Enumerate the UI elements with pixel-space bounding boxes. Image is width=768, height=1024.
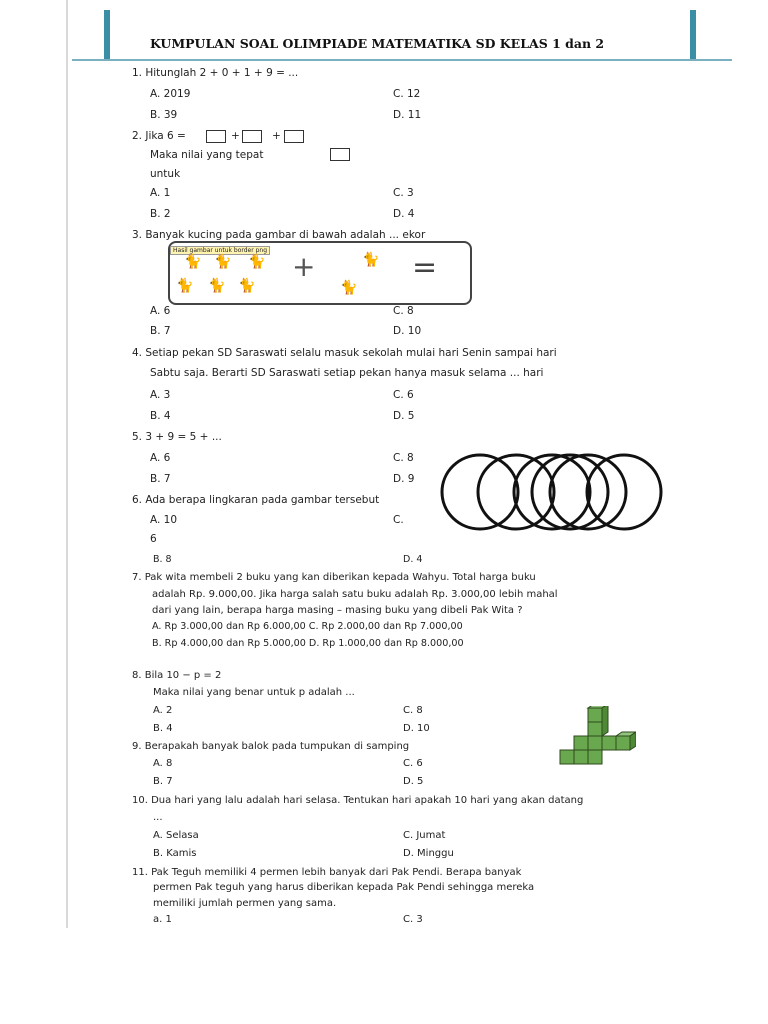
q9-option-a: A. 8: [153, 758, 173, 769]
equals-sign: =: [412, 250, 438, 285]
question-7-line3: dari yang lain, berapa harga masing – masing buku yang dibeli Pak Wita ?: [152, 605, 523, 616]
q9-option-b: B. 7: [153, 776, 173, 787]
q5-option-a: A. 6: [150, 452, 171, 464]
q10-option-b: B. Kamis: [153, 848, 197, 859]
question-10-line1: 10. Dua hari yang lalu adalah hari selasa. Tentukan hari apakah 10 hari yang akan datang: [132, 795, 584, 806]
q4-option-b: B. 4: [150, 410, 171, 422]
q6-option-b: B. 8: [153, 554, 172, 565]
q3-option-a: A. 6: [150, 305, 171, 317]
question-11-line2: permen Pak teguh yang harus diberikan kepada Pak Pendi sehingga mereka: [153, 882, 535, 893]
question-10-line2: ...: [153, 812, 163, 823]
q10-option-c: C. Jumat: [403, 830, 446, 841]
question-11-line1: 11. Pak Teguh memiliki 4 permen lebih banyak dari Pak Pendi. Berapa banyak: [132, 867, 522, 878]
question-9: 9. Berapakah banyak balok pada tumpukan di samping: [132, 741, 410, 752]
q3-option-c: C. 8: [393, 305, 414, 317]
q4-option-d: D. 5: [393, 410, 415, 422]
q10-option-a: A. Selasa: [153, 830, 199, 841]
plus-sign: +: [272, 130, 281, 142]
overlapping-circles-figure: [438, 452, 664, 532]
q11-option-c: C. 3: [403, 914, 423, 925]
cat-icon: 🐈: [176, 278, 194, 294]
q5-option-d: D. 9: [393, 473, 415, 485]
q1-option-b: B. 39: [150, 109, 178, 121]
answer-box: [242, 130, 262, 143]
picture-caption: Hasil gambar untuk border png: [170, 246, 270, 255]
q3-option-b: B. 7: [150, 325, 171, 337]
q1-option-c: C. 12: [393, 88, 421, 100]
q4-option-a: A. 3: [150, 389, 171, 401]
answer-box: [330, 148, 350, 161]
q6-option-a: A. 10: [150, 514, 178, 526]
question-5: 5. 3 + 9 = 5 + ...: [132, 431, 222, 443]
q2-option-c: C. 3: [393, 187, 414, 199]
question-11-line3: memiliki jumlah permen yang sama.: [153, 898, 337, 909]
cat-icon: 🐈: [340, 280, 358, 296]
q1-option-d: D. 11: [393, 109, 422, 121]
q9-option-d: D. 5: [403, 776, 424, 787]
q6-option-d: D. 4: [403, 554, 423, 565]
cat-icon: 🐈: [362, 252, 380, 268]
answer-box: [206, 130, 226, 143]
q11-option-a: a. 1: [153, 914, 172, 925]
question-4-line1: 4. Setiap pekan SD Saraswati selalu masuk sekolah mulai hari Senin sampai hari: [132, 347, 557, 359]
q10-option-d: D. Minggu: [403, 848, 454, 859]
q2-option-a: A. 1: [150, 187, 171, 199]
question-4-line2: Sabtu saja. Berarti SD Saraswati setiap pekan hanya masuk selama ... hari: [150, 367, 544, 379]
question-3: 3. Banyak kucing pada gambar di bawah adalah ... ekor: [132, 229, 426, 241]
question-7-line2: adalah Rp. 9.000,00. Jika harga salah satu buku adalah Rp. 3.000,00 lebih mahal: [152, 589, 558, 600]
q8-option-c: C. 8: [403, 705, 423, 716]
page-margin-line: [66, 0, 68, 928]
cat-icon: 🐈: [214, 254, 232, 270]
q5-option-b: B. 7: [150, 473, 171, 485]
question-2: 2. Jika 6 =: [132, 130, 186, 142]
cat-icon: 🐈: [238, 278, 256, 294]
question-7-line1: 7. Pak wita membeli 2 buku yang kan diberikan kepada Wahyu. Total harga buku: [132, 572, 536, 583]
question-6: 6. Ada berapa lingkaran pada gambar tersebut: [132, 494, 380, 506]
question-8: 8. Bila 10 − p = 2: [132, 670, 222, 681]
question-2-line2: Maka nilai yang tepat: [150, 149, 264, 161]
cat-icon: 🐈: [184, 254, 202, 270]
q2-option-d: D. 4: [393, 208, 415, 220]
q8-option-b: B. 4: [153, 723, 173, 734]
q8-option-d: D. 10: [403, 723, 430, 734]
q9-option-c: C. 6: [403, 758, 423, 769]
q8-option-a: A. 2: [153, 705, 173, 716]
q5-option-c: C. 8: [393, 452, 414, 464]
header-accent-left: [104, 10, 110, 60]
cat-icon: 🐈: [248, 254, 266, 270]
q7-options-ac: A. Rp 3.000,00 dan Rp 6.000,00 C. Rp 2.000,00 dan Rp 7.000,00: [152, 621, 463, 632]
question-2-line3: untuk: [150, 168, 181, 180]
plus-sign: +: [231, 130, 240, 142]
plus-sign: +: [292, 250, 316, 283]
q4-option-c: C. 6: [393, 389, 414, 401]
q2-option-b: B. 2: [150, 208, 171, 220]
q6-option-c-value: 6: [150, 533, 157, 545]
q1-option-a: A. 2019: [150, 88, 191, 100]
page-title: KUMPULAN SOAL OLIMPIADE MATEMATIKA SD KELAS 1 dan 2: [150, 36, 605, 51]
question-1: 1. Hitunglah 2 + 0 + 1 + 9 = ...: [132, 67, 299, 79]
header-rule: [72, 59, 732, 61]
q7-options-bd: B. Rp 4.000,00 dan Rp 5.000,00 D. Rp 1.000,00 dan Rp 8.000,00: [152, 638, 464, 649]
answer-box: [284, 130, 304, 143]
q6-option-c: C.: [393, 514, 404, 526]
q3-option-d: D. 10: [393, 325, 422, 337]
question-8-line2: Maka nilai yang benar untuk p adalah ...: [153, 687, 355, 698]
header-accent-right: [690, 10, 696, 60]
stacked-blocks-figure: [558, 706, 636, 766]
cat-icon: 🐈: [208, 278, 226, 294]
